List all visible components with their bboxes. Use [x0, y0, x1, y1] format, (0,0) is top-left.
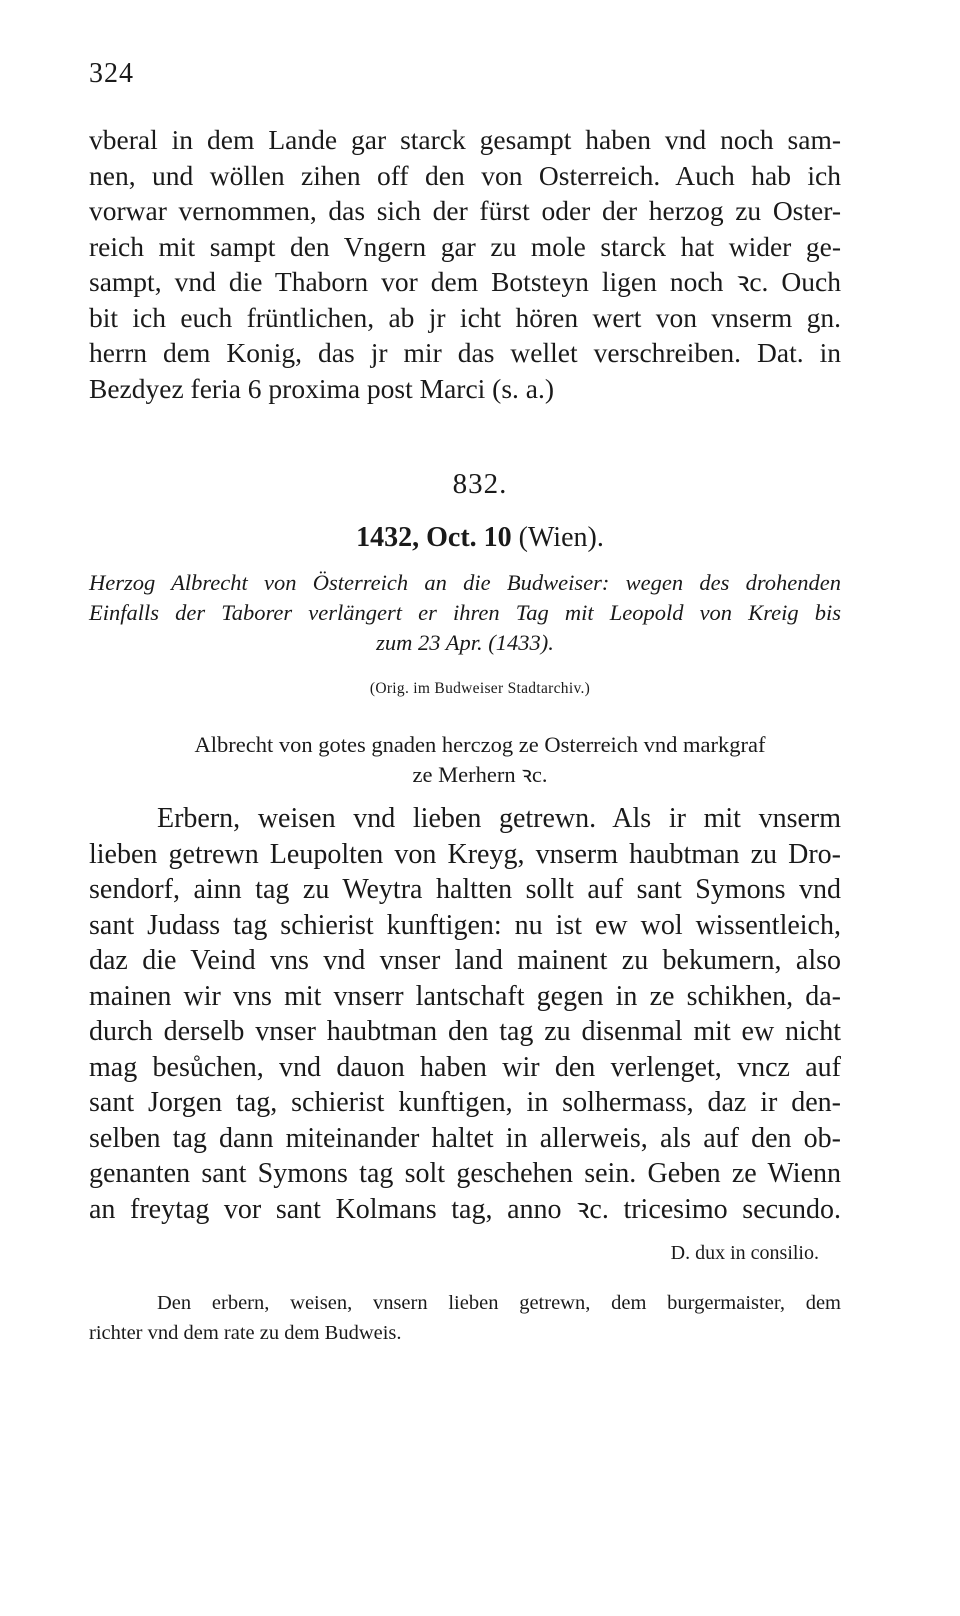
- letter-line: selben tag dann miteinander haltet in allerweis, als auf den ob-: [89, 1122, 841, 1154]
- address-note: [89, 1288, 841, 1348]
- address-line: Den erbern, weisen, vnsern lieben getrewn, dem burgermaister, dem: [157, 1292, 841, 1314]
- document-number: 832.: [452, 468, 508, 500]
- signature-note: D. dux in consilio.: [670, 1242, 819, 1264]
- text-line: sampt, vnd die Thaborn vor dem Botsteyn ligen noch ꝛc. Ouch: [89, 266, 841, 297]
- letter-line: sant Judass tag schierist kunftigen: nu ist ew wol wissentleich,: [89, 909, 841, 941]
- intitulatio-line: Albrecht von gotes gnaden herczog ze Osterreich vnd markgraf: [194, 732, 766, 757]
- text-line: vberal in dem Lande gar starck gesampt haben vnd noch sam-: [89, 124, 841, 155]
- address-line: richter vnd dem rate zu dem Budweis.: [89, 1322, 402, 1344]
- text-line: bit ich euch früntlichen, ab jr icht hören wert von vnserm gn.: [89, 301, 841, 333]
- text-line: nen, und wöllen zihen off den von Osterreich. Auch hab ich: [89, 159, 841, 191]
- continuation-text: [89, 122, 841, 406]
- letter-line: genanten sant Symons tag solt geschehen sein. Geben ze Wienn: [89, 1158, 841, 1189]
- letter-line: daz die Veind vns vnd vnser land mainent zu bekumern, also: [89, 945, 841, 976]
- letter-line: mag besůchen, vnd dauon haben wir den verlenget, vncz auf: [89, 1051, 841, 1083]
- letter-line: sant Jorgen tag, schierist kunftigen, in solhermass, daz ir den-: [89, 1087, 841, 1118]
- regest-line: Einfalls der Taborer verlängert er ihren Tag mit Leopold von Kreig bis: [89, 600, 841, 625]
- intitulatio-line: ze Merhern ꝛc.: [412, 762, 548, 787]
- date-text: 1432, Oct. 10: [356, 522, 512, 553]
- source-note: (Orig. im Budweiser Stadtarchiv.): [369, 680, 591, 697]
- intitulatio: [0, 730, 960, 790]
- text-line: Bezdyez feria 6 proxima post Marci (s. a.): [89, 372, 555, 404]
- regest-line: zum 23 Apr. (1433).: [376, 630, 554, 655]
- letter-line: Erbern, weisen vnd lieben getrewn. Als ir mit vnserm: [157, 803, 841, 834]
- letter-text: [89, 801, 841, 1227]
- regest-summary: [89, 568, 841, 658]
- letter-line: lieben getrewn Leupolten von Kreyg, vnserm haubtman zu Dro-: [89, 838, 841, 870]
- page-number: 324: [89, 58, 134, 89]
- date-place: (Wien).: [518, 522, 604, 553]
- letter-line: mainen wir vns mit vnserr lantschaft gegen in ze schikhen, da-: [89, 980, 841, 1012]
- letter-line: durch derselb vnser haubtman den tag zu disenmal mit ew nicht: [89, 1016, 841, 1047]
- text-line: herrn dem Konig, das jr mir das wellet verschreiben. Dat. in: [89, 337, 841, 368]
- letter-line: sendorf, ainn tag zu Weytra haltten sollt auf sant Symons vnd: [89, 874, 841, 905]
- text-line: reich mit sampt den Vngern gar zu mole starck hat wider ge-: [89, 230, 841, 262]
- document-date: [0, 522, 960, 554]
- letter-line: an freytag vor sant Kolmans tag, anno ꝛc. tricesimo secundo.: [89, 1193, 841, 1225]
- regest-line: Herzog Albrecht von Österreich an die Budweiser: wegen des drohenden: [89, 570, 841, 595]
- text-line: vorwar vernommen, das sich der fürst oder der herzog zu Oster-: [89, 195, 841, 226]
